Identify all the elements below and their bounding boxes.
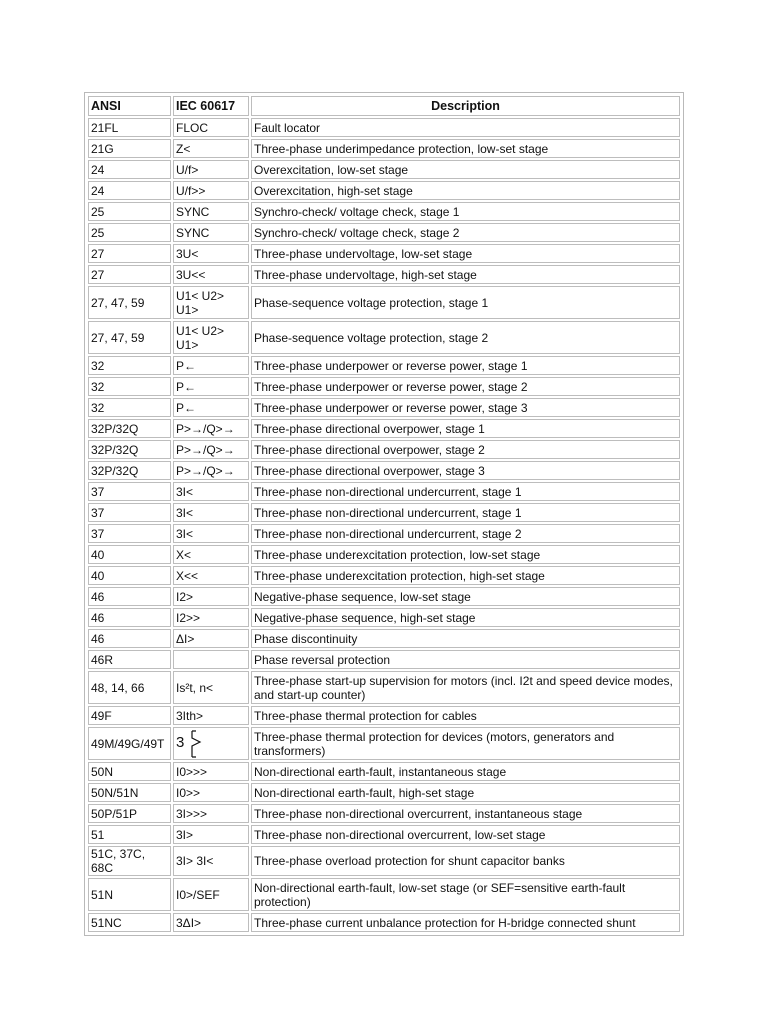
header-iec: IEC 60617 bbox=[173, 96, 249, 116]
cell-ansi: 32 bbox=[88, 398, 171, 417]
cell-description: Three-phase non-directional overcurrent, low-set stage bbox=[251, 825, 680, 844]
cell-description: Negative-phase sequence, low-set stage bbox=[251, 587, 680, 606]
cell-iec: ΔI> bbox=[173, 629, 249, 648]
table-row bbox=[88, 825, 680, 844]
cell-description: Three-phase underexcitation protection, high-set stage bbox=[251, 566, 680, 585]
cell-ansi: 32P/32Q bbox=[88, 419, 171, 438]
cell-iec: P← bbox=[173, 356, 249, 375]
cell-iec: 3U<< bbox=[173, 265, 249, 284]
table-row bbox=[88, 566, 680, 585]
cell-ansi: 27, 47, 59 bbox=[88, 321, 171, 354]
cell-description: Three-phase current unbalance protection for H-bridge connected shunt bbox=[251, 913, 680, 932]
cell-iec: P← bbox=[173, 398, 249, 417]
cell-iec: I2> bbox=[173, 587, 249, 606]
cell-description: Three-phase overload protection for shunt capacitor banks bbox=[251, 846, 680, 876]
cell-ansi: 46 bbox=[88, 608, 171, 627]
cell-iec: U1< U2> U1> bbox=[173, 286, 249, 319]
cell-description: Three-phase thermal protection for devices (motors, generators and transformers) bbox=[251, 727, 680, 760]
cell-ansi: 32 bbox=[88, 356, 171, 375]
cell-iec: P← bbox=[173, 377, 249, 396]
cell-iec: Z< bbox=[173, 139, 249, 158]
cell-iec: U/f>> bbox=[173, 181, 249, 200]
cell-iec: 3Ith> bbox=[173, 706, 249, 725]
cell-ansi: 27 bbox=[88, 265, 171, 284]
cell-iec: I0>/SEF bbox=[173, 878, 249, 911]
cell-ansi: 50N bbox=[88, 762, 171, 781]
cell-description: Synchro-check/ voltage check, stage 2 bbox=[251, 223, 680, 242]
table-row bbox=[88, 356, 680, 375]
table-row bbox=[88, 545, 680, 564]
cell-description: Three-phase underpower or reverse power, stage 1 bbox=[251, 356, 680, 375]
cell-description: Three-phase underimpedance protection, low-set stage bbox=[251, 139, 680, 158]
cell-ansi: 51NC bbox=[88, 913, 171, 932]
cell-description: Three-phase directional overpower, stage 3 bbox=[251, 461, 680, 480]
cell-description: Overexcitation, high-set stage bbox=[251, 181, 680, 200]
header-ansi: ANSI bbox=[88, 96, 171, 116]
table-row bbox=[88, 139, 680, 158]
cell-iec: P>→/Q>→ bbox=[173, 440, 249, 459]
table-row bbox=[88, 878, 680, 911]
cell-description: Overexcitation, low-set stage bbox=[251, 160, 680, 179]
table-row bbox=[88, 160, 680, 179]
cell-iec: X< bbox=[173, 545, 249, 564]
cell-ansi: 32P/32Q bbox=[88, 461, 171, 480]
cell-iec: X<< bbox=[173, 566, 249, 585]
table-row bbox=[88, 783, 680, 802]
table-row bbox=[88, 706, 680, 725]
cell-ansi: 27, 47, 59 bbox=[88, 286, 171, 319]
table-row bbox=[88, 223, 680, 242]
cell-ansi: 32P/32Q bbox=[88, 440, 171, 459]
cell-iec: 3I> 3I< bbox=[173, 846, 249, 876]
cell-iec: 3I< bbox=[173, 482, 249, 501]
cell-iec: I2>> bbox=[173, 608, 249, 627]
table-body bbox=[88, 118, 680, 932]
cell-iec bbox=[173, 727, 249, 760]
cell-iec: P>→/Q>→ bbox=[173, 419, 249, 438]
cell-description: Phase reversal protection bbox=[251, 650, 680, 669]
cell-iec: 3I< bbox=[173, 524, 249, 543]
table-row bbox=[88, 461, 680, 480]
cell-ansi: 49F bbox=[88, 706, 171, 725]
cell-description: Phase-sequence voltage protection, stage 2 bbox=[251, 321, 680, 354]
cell-ansi: 46 bbox=[88, 629, 171, 648]
table-row bbox=[88, 482, 680, 501]
cell-description: Negative-phase sequence, high-set stage bbox=[251, 608, 680, 627]
cell-iec: FLOC bbox=[173, 118, 249, 137]
cell-iec: U/f> bbox=[173, 160, 249, 179]
cell-ansi: 49M/49G/49T bbox=[88, 727, 171, 760]
cell-iec: 3U< bbox=[173, 244, 249, 263]
cell-description: Three-phase underpower or reverse power, stage 2 bbox=[251, 377, 680, 396]
cell-description: Non-directional earth-fault, high-set stage bbox=[251, 783, 680, 802]
cell-description: Three-phase undervoltage, high-set stage bbox=[251, 265, 680, 284]
cell-description: Fault locator bbox=[251, 118, 680, 137]
header-row bbox=[88, 96, 680, 116]
table-row bbox=[88, 419, 680, 438]
protection-functions-table-frame bbox=[84, 92, 684, 936]
table-row bbox=[88, 846, 680, 876]
cell-description: Three-phase non-directional undercurrent, stage 2 bbox=[251, 524, 680, 543]
table-row bbox=[88, 440, 680, 459]
cell-ansi: 37 bbox=[88, 524, 171, 543]
cell-description: Three-phase undervoltage, low-set stage bbox=[251, 244, 680, 263]
table-row bbox=[88, 524, 680, 543]
thermal-symbol-icon bbox=[184, 729, 206, 759]
table-row bbox=[88, 181, 680, 200]
cell-ansi: 25 bbox=[88, 202, 171, 221]
table-row bbox=[88, 762, 680, 781]
cell-description: Three-phase directional overpower, stage 2 bbox=[251, 440, 680, 459]
cell-ansi: 50N/51N bbox=[88, 783, 171, 802]
cell-ansi: 51 bbox=[88, 825, 171, 844]
table-row bbox=[88, 286, 680, 319]
cell-iec: U1< U2> U1> bbox=[173, 321, 249, 354]
cell-ansi: 37 bbox=[88, 503, 171, 522]
cell-iec: 3ΔI> bbox=[173, 913, 249, 932]
cell-ansi: 51N bbox=[88, 878, 171, 911]
cell-description: Three-phase non-directional overcurrent, instantaneous stage bbox=[251, 804, 680, 823]
table-row bbox=[88, 398, 680, 417]
cell-description: Non-directional earth-fault, instantaneous stage bbox=[251, 762, 680, 781]
cell-ansi: 32 bbox=[88, 377, 171, 396]
table-row bbox=[88, 629, 680, 648]
cell-ansi: 50P/51P bbox=[88, 804, 171, 823]
cell-iec-text: 3 bbox=[176, 733, 185, 751]
cell-iec: 3I> bbox=[173, 825, 249, 844]
cell-iec: I0>>> bbox=[173, 762, 249, 781]
table-row bbox=[88, 202, 680, 221]
cell-description: Synchro-check/ voltage check, stage 1 bbox=[251, 202, 680, 221]
table-row bbox=[88, 118, 680, 137]
cell-iec bbox=[173, 650, 249, 669]
table-row bbox=[88, 503, 680, 522]
cell-ansi: 24 bbox=[88, 160, 171, 179]
table-row bbox=[88, 727, 680, 760]
table-row bbox=[88, 377, 680, 396]
cell-iec: 3I< bbox=[173, 503, 249, 522]
cell-description: Three-phase non-directional undercurrent, stage 1 bbox=[251, 503, 680, 522]
cell-description: Three-phase thermal protection for cables bbox=[251, 706, 680, 725]
cell-ansi: 46R bbox=[88, 650, 171, 669]
cell-description: Three-phase start-up supervision for motors (incl. I2t and speed device modes, and start-up counter) bbox=[251, 671, 680, 704]
cell-iec: I0>> bbox=[173, 783, 249, 802]
cell-ansi: 27 bbox=[88, 244, 171, 263]
cell-description: Three-phase directional overpower, stage 1 bbox=[251, 419, 680, 438]
table-row bbox=[88, 244, 680, 263]
table-row bbox=[88, 913, 680, 932]
table-row bbox=[88, 650, 680, 669]
table-row bbox=[88, 671, 680, 704]
cell-iec: SYNC bbox=[173, 223, 249, 242]
cell-iec: Is²t, n< bbox=[173, 671, 249, 704]
cell-iec: P>→/Q>→ bbox=[173, 461, 249, 480]
table-row bbox=[88, 321, 680, 354]
cell-ansi: 48, 14, 66 bbox=[88, 671, 171, 704]
cell-iec: 3I>>> bbox=[173, 804, 249, 823]
cell-description: Phase discontinuity bbox=[251, 629, 680, 648]
cell-ansi: 37 bbox=[88, 482, 171, 501]
cell-ansi: 40 bbox=[88, 566, 171, 585]
cell-iec: SYNC bbox=[173, 202, 249, 221]
table-row bbox=[88, 804, 680, 823]
cell-ansi: 46 bbox=[88, 587, 171, 606]
cell-description: Phase-sequence voltage protection, stage 1 bbox=[251, 286, 680, 319]
table-row bbox=[88, 608, 680, 627]
cell-description: Three-phase underexcitation protection, low-set stage bbox=[251, 545, 680, 564]
cell-description: Three-phase non-directional undercurrent, stage 1 bbox=[251, 482, 680, 501]
cell-ansi: 51C, 37C, 68C bbox=[88, 846, 171, 876]
cell-ansi: 25 bbox=[88, 223, 171, 242]
table-row bbox=[88, 265, 680, 284]
table-row bbox=[88, 587, 680, 606]
cell-description: Three-phase underpower or reverse power, stage 3 bbox=[251, 398, 680, 417]
header-description: Description bbox=[251, 96, 680, 116]
cell-ansi: 24 bbox=[88, 181, 171, 200]
protection-functions-table bbox=[86, 94, 682, 934]
cell-ansi: 21FL bbox=[88, 118, 171, 137]
cell-ansi: 21G bbox=[88, 139, 171, 158]
cell-ansi: 40 bbox=[88, 545, 171, 564]
cell-description: Non-directional earth-fault, low-set stage (or SEF=sensitive earth-fault protection) bbox=[251, 878, 680, 911]
